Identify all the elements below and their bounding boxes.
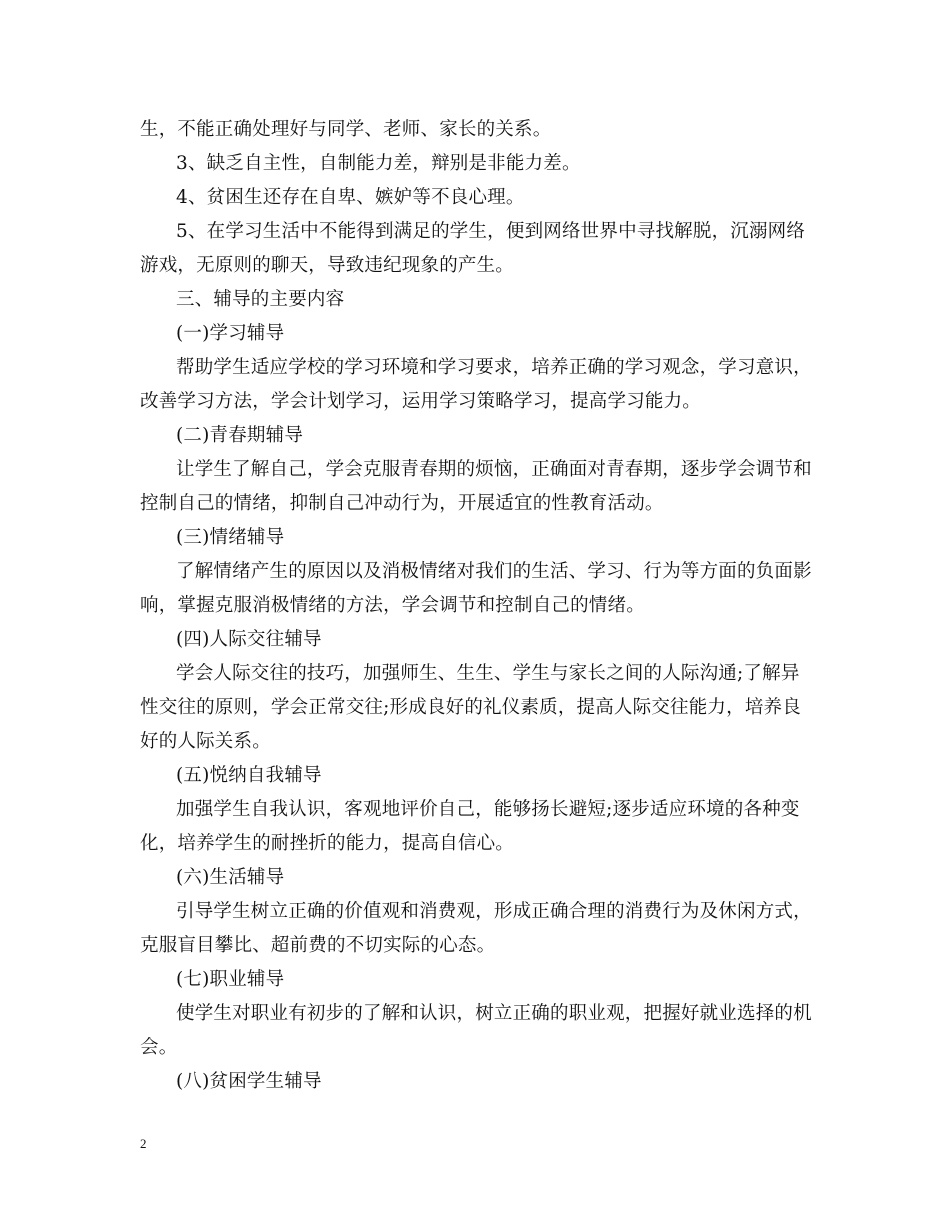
text-line: 学会人际交往的技巧，加强师生、生生、学生与家长之间的人际沟通;了解异 — [176, 663, 800, 684]
text-line: 生，不能正确处理好与同学、老师、家长的关系。 — [140, 119, 552, 140]
section-heading: 三、辅导的主要内容 — [176, 289, 345, 310]
text-line: 好的人际关系。 — [140, 731, 271, 752]
text-line: 帮助学生适应学校的学习环境和学习要求，培养正确的学习观念，学习意识， — [176, 357, 812, 378]
text-line: 引导学生树立正确的价值观和消费观，形成正确合理的消费行为及休闲方式， — [176, 901, 812, 922]
text-line: 使学生对职业有初步的了解和认识，树立正确的职业观，把握好就业选择的机 — [176, 1003, 812, 1024]
text-line: 响，掌握克服消极情绪的方法，学会调节和控制自己的情绪。 — [140, 595, 645, 616]
text-line: 改善学习方法，学会计划学习，运用学习策略学习，提高学习能力。 — [140, 391, 702, 412]
text-line: 4、贫困生还存在自卑、嫉妒等不良心理。 — [176, 187, 525, 208]
text-line: 了解情绪产生的原因以及消极情绪对我们的生活、学习、行为等方面的负面影 — [176, 561, 812, 582]
subsection-heading: (四)人际交往辅导 — [176, 629, 322, 650]
text-line: 性交往的原则，学会正常交往;形成良好的礼仪素质，提高人际交往能力，培养良 — [140, 697, 801, 718]
subsection-heading: (八)贫困学生辅导 — [176, 1071, 322, 1092]
text-line: 化，培养学生的耐挫折的能力，提高自信心。 — [140, 833, 515, 854]
text-line: 加强学生自我认识，客观地评价自己，能够扬长避短;逐步适应环境的各种变 — [176, 799, 800, 820]
text-line: 5、在学习生活中不能得到满足的学生，便到网络世界中寻找解脱，沉溺网络 — [176, 221, 806, 242]
page-number: 2 — [140, 1136, 147, 1151]
subsection-heading: (七)职业辅导 — [176, 969, 285, 990]
text-line: 控制自己的情绪，抑制自己冲动行为，开展适宜的性教育活动。 — [140, 493, 664, 514]
text-line: 让学生了解自己，学会克服青春期的烦恼，正确面对青春期，逐步学会调节和 — [176, 459, 812, 480]
text-line: 克服盲目攀比、超前费的不切实际的心态。 — [140, 935, 496, 956]
text-line: 游戏，无原则的聊天，导致违纪现象的产生。 — [140, 255, 515, 276]
subsection-heading: (一)学习辅导 — [176, 323, 285, 344]
subsection-heading: (六)生活辅导 — [176, 867, 285, 888]
subsection-heading: (五)悦纳自我辅导 — [176, 765, 322, 786]
subsection-heading: (二)青春期辅导 — [176, 425, 304, 446]
text-line: 会。 — [140, 1037, 178, 1058]
subsection-heading: (三)情绪辅导 — [176, 527, 285, 548]
text-line: 3、缺乏自主性，自制能力差，辩别是非能力差。 — [176, 153, 581, 174]
